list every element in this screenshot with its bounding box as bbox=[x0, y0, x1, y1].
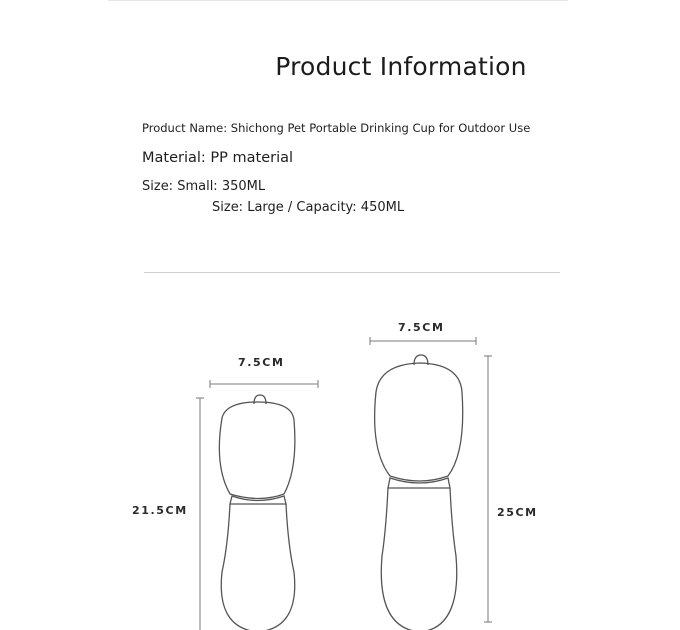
product-name-text: Product Name: Shichong Pet Portable Drinking Cup for Outdoor Use bbox=[142, 121, 531, 135]
large-bottle-illustration bbox=[375, 355, 463, 630]
large-width-label: 7.5CM bbox=[398, 321, 445, 334]
large-height-dimension bbox=[484, 356, 492, 622]
large-width-dimension bbox=[370, 337, 476, 345]
size-small-text: Size: Small: 350ML bbox=[142, 179, 266, 194]
size-large-text: Size: Large / Capacity: 450ML bbox=[212, 200, 405, 215]
material-text: Material: PP material bbox=[142, 150, 294, 166]
small-width-dimension bbox=[210, 380, 318, 388]
small-bottle-illustration bbox=[219, 395, 295, 630]
large-height-label: 25CM bbox=[497, 506, 538, 519]
page-title: Product Information bbox=[275, 52, 527, 81]
small-height-label: 21.5CM bbox=[132, 504, 188, 517]
small-height-dimension bbox=[196, 398, 204, 630]
small-width-label: 7.5CM bbox=[238, 356, 285, 369]
